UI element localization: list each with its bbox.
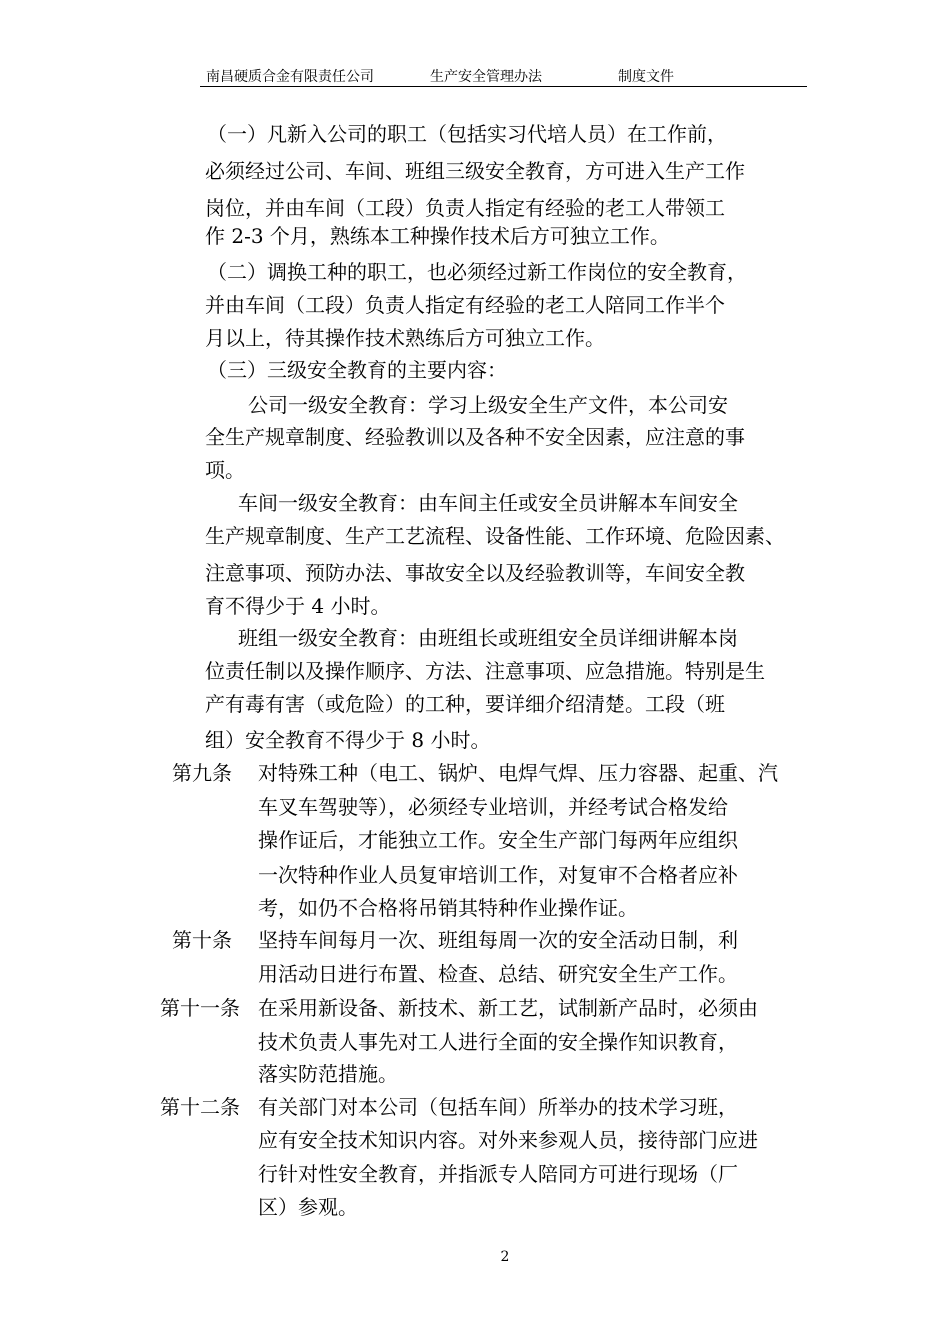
page-header: [200, 64, 807, 87]
header-company: 南昌硬质合金有限责任公司: [206, 69, 374, 85]
article-line: 有关部门对本公司（包括车间）所举办的技术学习班，: [258, 1095, 738, 1119]
page-number: 2: [500, 1249, 510, 1265]
article-line: 行针对性安全教育，并指派专人陪同方可进行现场（厂: [258, 1162, 738, 1186]
body-line: （一）凡新入公司的职工（包括实习代培人员）在工作前，: [207, 122, 727, 146]
article-line: 落实防范措施。: [258, 1062, 398, 1086]
body-line: 必须经过公司、车间、班组三级安全教育，方可进入生产工作: [205, 159, 745, 183]
article-label: 第九条: [172, 761, 232, 785]
body-line: 月以上，待其操作技术熟练后方可独立工作。: [205, 326, 605, 350]
article-line: 坚持车间每月一次、班组每周一次的安全活动日制，利: [258, 928, 738, 952]
article-line: 技术负责人事先对工人进行全面的安全操作知识教育，: [258, 1030, 738, 1054]
article-line: 对特殊工种（电工、锅炉、电焊气焊、压力容器、起重、汽: [258, 761, 778, 785]
body-line: 公司一级安全教育：学习上级安全生产文件，本公司安: [248, 393, 728, 417]
body-line: 班组一级安全教育：由班组长或班组安全员详细讲解本岗: [238, 626, 738, 650]
body-line: 并由车间（工段）负责人指定有经验的老工人陪同工作半个: [205, 293, 725, 317]
body-line: （三）三级安全教育的主要内容：: [207, 358, 507, 382]
body-line: 作 2-3 个月，熟练本工种操作技术后方可独立工作。: [205, 224, 670, 248]
body-line: 全生产规章制度、经验教训以及各种不安全因素，应注意的事: [205, 425, 745, 449]
header-doc-type: 制度文件: [618, 69, 674, 85]
article-line: 用活动日进行布置、检查、总结、研究安全生产工作。: [258, 962, 738, 986]
article-label: 第十二条: [160, 1095, 240, 1119]
body-line: 车间一级安全教育：由车间主任或安全员讲解本车间安全: [238, 491, 738, 515]
article-line: 区）参观。: [258, 1195, 358, 1219]
body-line: 注意事项、预防办法、事故安全以及经验教训等，车间安全教: [205, 561, 745, 585]
body-line: 育不得少于 4 小时。: [205, 594, 391, 618]
article-line: 应有安全技术知识内容。对外来参观人员，接待部门应进: [258, 1128, 758, 1152]
article-line: 操作证后，才能独立工作。安全生产部门每两年应组织: [258, 828, 738, 852]
body-line: 岗位，并由车间（工段）负责人指定有经验的老工人带领工: [205, 196, 725, 220]
body-line: （二）调换工种的职工，也必须经过新工作岗位的安全教育，: [207, 260, 747, 284]
body-line: 生产规章制度、生产工艺流程、设备性能、工作环境、危险因素、: [205, 524, 785, 548]
article-label: 第十一条: [160, 996, 240, 1020]
article-line: 在采用新设备、新技术、新工艺，试制新产品时，必须由: [258, 996, 758, 1020]
body-line: 产有毒有害（或危险）的工种，要详细介绍清楚。工段（班: [205, 692, 725, 716]
body-line: 项。: [205, 458, 245, 482]
article-label: 第十条: [172, 928, 232, 952]
article-line: 考，如仍不合格将吊销其特种作业操作证。: [258, 896, 638, 920]
article-line: 一次特种作业人员复审培训工作，对复审不合格者应补: [258, 863, 738, 887]
header-title: 生产安全管理办法: [430, 69, 542, 85]
article-line: 车叉车驾驶等），必须经专业培训，并经考试合格发给: [258, 795, 728, 819]
body-line: 位责任制以及操作顺序、方法、注意事项、应急措施。特别是生: [205, 659, 765, 683]
body-line: 组）安全教育不得少于 8 小时。: [205, 728, 491, 752]
